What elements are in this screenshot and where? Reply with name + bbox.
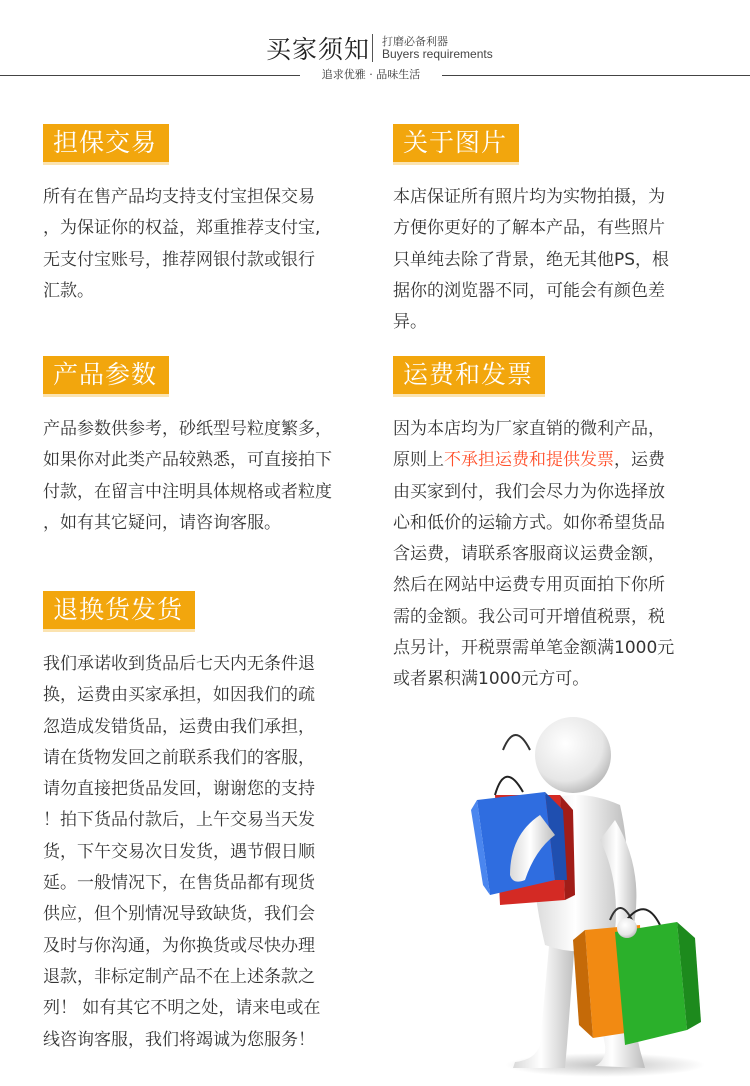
text-line: 或者累积满1000元方可。 [393, 669, 590, 690]
text-line: 换，运费由买家承担，如因我们的疏 [43, 685, 315, 706]
section-body-photos [393, 182, 723, 338]
text-line: 据你的浏览器不同，可能会有颜色差 [393, 280, 665, 301]
text-line: 异。 [393, 312, 427, 333]
text-line: 汇款。 [43, 280, 94, 301]
highlight-no-shipping-no-invoice: 不承担运费和提供发票 [444, 450, 614, 471]
text-line: 如果你对此类产品较熟悉，可直接拍下 [43, 450, 332, 471]
text-segment: 原则上 [393, 450, 444, 471]
text-line: 由买家到付，我们会尽力为你选择放 [393, 481, 665, 502]
text-line: 忽造成发错货品，运费由我们承担， [43, 716, 315, 737]
text-line: 产品参数供参考，砂纸型号粒度繁多， [43, 419, 332, 439]
text-line: 无支付宝账号，推荐网银付款或银行 [43, 249, 315, 270]
text-segment: ，运费 [614, 450, 665, 471]
section-body-shipping [393, 414, 723, 696]
header-rule-right [442, 75, 750, 76]
text-line [393, 445, 723, 476]
text-line: ，为保证你的权益，郑重推荐支付宝, [43, 218, 321, 239]
page-title: 买家须知 [266, 35, 371, 64]
text-line: ！拍下货品付款后，上午交易当天发 [43, 810, 315, 831]
text-line: 点另计，开税票需单笔金额满1000元 [393, 638, 675, 659]
text-line: 延。一般情况下，在售货品都有现货 [43, 873, 315, 894]
section-body-returns [43, 649, 363, 1056]
text-line: 付款，在留言中注明具体规格或者粒度 [43, 481, 332, 502]
title-divider [372, 34, 373, 62]
text-line: 货，下午交易次日发货，遇节假日顺 [43, 841, 315, 862]
text-line: 所有在售产品均支持支付宝担保交易 [43, 187, 315, 207]
page-header [0, 0, 750, 90]
section-title-shipping: 运费和发票 [393, 356, 545, 397]
text-line: 需的金额。我公司可开增值税票，税 [393, 606, 665, 627]
text-line: 心和低价的运输方式。如你希望货品 [393, 512, 665, 533]
figure-head [535, 717, 611, 793]
text-line: 退款，非标定制产品不在上述条款之 [43, 966, 315, 987]
figure-leg-left [513, 935, 575, 1068]
section-title-returns: 退换货发货 [43, 591, 195, 632]
text-line: 含运费，请联系客服商议运费金额， [393, 544, 665, 565]
shopping-figure-illustration [455, 700, 715, 1080]
section-title-params: 产品参数 [43, 356, 169, 397]
subtitle-cn: 打磨必备利器 [382, 35, 448, 48]
figure-hand [617, 918, 637, 938]
text-line: 及时与你沟通，为你换货或尽快办理 [43, 935, 315, 956]
subtitle-en: Buyers requirements [382, 47, 493, 61]
text-line: 方便你更好的了解本产品，有些照片 [393, 218, 665, 239]
section-body-params [43, 414, 363, 539]
text-line: 我们承诺收到货品后七天内无条件退 [43, 654, 315, 674]
tagline: 追求优雅 · 品味生活 [321, 68, 421, 81]
text-line: ，如有其它疑问，请咨询客服。 [43, 512, 281, 533]
header-rule-left [0, 75, 300, 76]
text-line: 因为本店均为厂家直销的微利产品， [393, 419, 665, 439]
text-line: 列！ 如有其它不明之处，请来电或在 [43, 998, 321, 1019]
text-line: 然后在网站中运费专用页面拍下你所 [393, 575, 665, 596]
text-line: 本店保证所有照片均为实物拍摄，为 [393, 187, 665, 207]
section-body-guarantee [43, 182, 363, 307]
text-line: 只单纯去除了背景，绝无其他PS，根 [393, 249, 670, 270]
section-title-guarantee: 担保交易 [43, 124, 169, 165]
text-line: 供应，但个别情况导致缺货，我们会 [43, 904, 315, 925]
text-line: 请在货物发回之前联系我们的客服， [43, 747, 315, 768]
text-line: 请勿直接把货品发回，谢谢您的支持 [43, 779, 315, 800]
text-line: 线咨询客服，我们将竭诚为您服务！ [43, 1029, 315, 1050]
section-title-photos: 关于图片 [393, 124, 519, 165]
